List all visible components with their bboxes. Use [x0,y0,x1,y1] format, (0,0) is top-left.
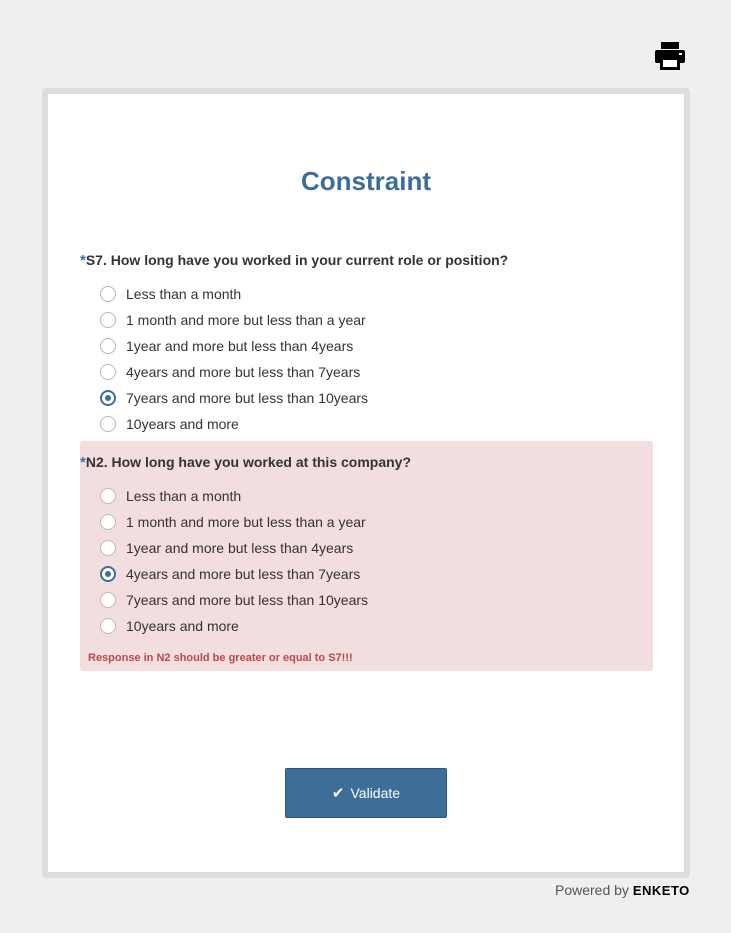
radio-option[interactable] [100,509,368,535]
radio-option[interactable] [100,587,368,613]
question-text: S7. How long have you worked in your current role or position? [85,252,509,268]
radio-option[interactable] [100,333,368,359]
option-label: 10years and more [126,618,239,634]
radio-button[interactable] [100,566,116,582]
option-label: 4years and more but less than 7years [126,566,361,582]
radio-option[interactable] [100,613,368,639]
option-label: 1 month and more but less than a year [126,312,366,328]
form-card [42,88,690,878]
printer-icon [654,42,686,70]
question-n2 [80,441,653,671]
radio-button[interactable] [100,338,116,354]
question-text: N2. How long have you worked at this company? [85,454,412,470]
radio-button[interactable] [100,286,116,302]
option-label: Less than a month [126,286,242,302]
option-label: 1 month and more but less than a year [126,514,366,530]
radio-option[interactable] [100,411,368,437]
check-icon: ✔ [331,785,345,802]
required-marker: * [80,252,86,269]
radio-option[interactable] [100,281,368,307]
question-s7 [80,247,653,437]
constraint-error-message: Response in N2 should be greater or equal to S7!!! [88,652,353,664]
powered-by-text: Powered by [555,882,629,898]
option-label: 4years and more but less than 7years [126,364,361,380]
validate-label: Validate [350,785,401,801]
print-button[interactable] [654,42,686,70]
radio-button[interactable] [100,618,116,634]
radio-button[interactable] [100,488,116,504]
option-label: 7years and more but less than 10years [126,592,369,608]
radio-button[interactable] [100,390,116,406]
option-label: Less than a month [126,488,242,504]
form-title: Constraint [301,166,431,196]
radio-group-s7 [100,281,368,437]
required-marker: * [80,454,86,471]
radio-option[interactable] [100,483,368,509]
option-label: 7years and more but less than 10years [126,390,369,406]
enketo-logo[interactable]: ENKETO [632,883,690,898]
radio-button[interactable] [100,364,116,380]
radio-button[interactable] [100,592,116,608]
radio-option[interactable] [100,561,368,587]
radio-button[interactable] [100,416,116,432]
radio-button[interactable] [100,514,116,530]
radio-option[interactable] [100,307,368,333]
option-label: 10years and more [126,416,239,432]
powered-by-footer [555,882,690,898]
radio-option[interactable] [100,535,368,561]
question-label [80,454,411,471]
validate-button[interactable] [285,768,447,818]
radio-option[interactable] [100,359,368,385]
radio-option[interactable] [100,385,368,411]
option-label: 1year and more but less than 4years [126,338,354,354]
question-label [80,252,508,269]
option-label: 1year and more but less than 4years [126,540,354,556]
radio-button[interactable] [100,540,116,556]
radio-group-n2 [100,483,368,639]
radio-button[interactable] [100,312,116,328]
